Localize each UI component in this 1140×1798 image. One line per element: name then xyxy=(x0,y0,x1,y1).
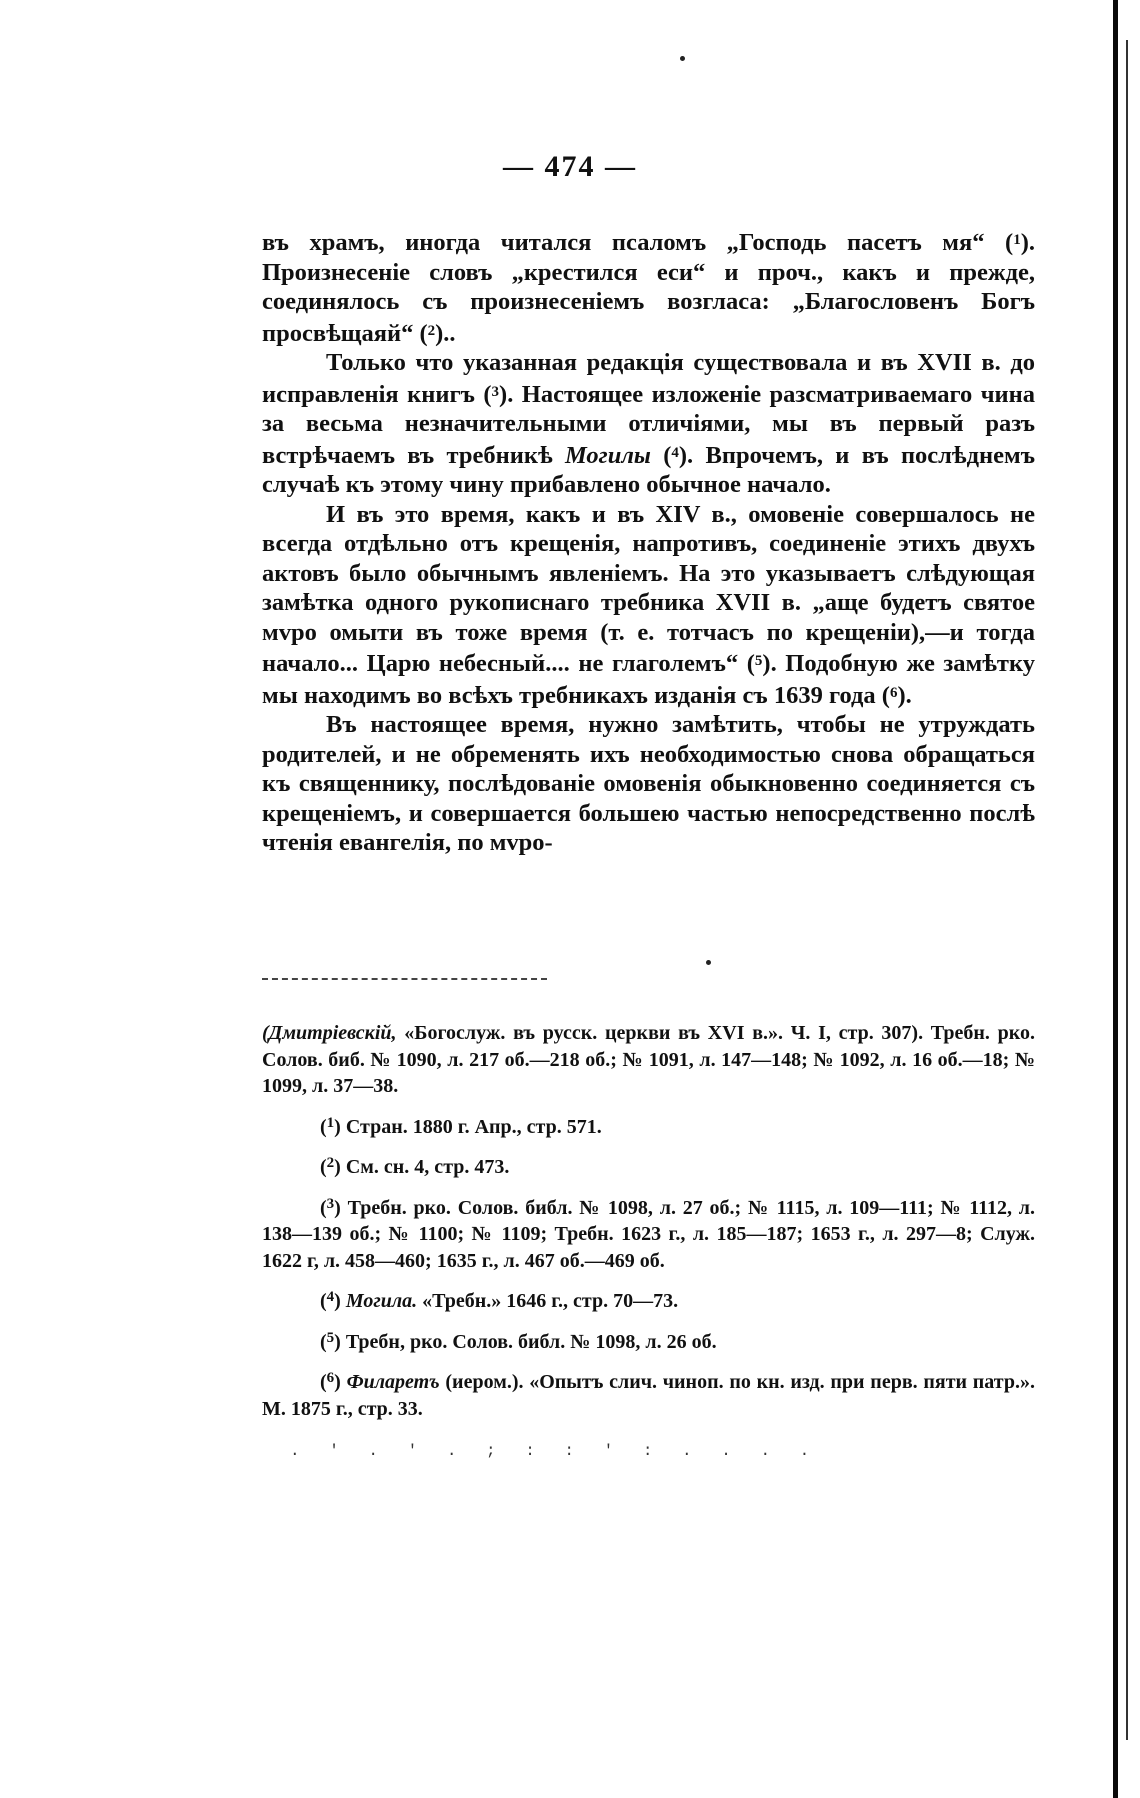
footnote-ref[interactable]: 2 xyxy=(427,322,436,339)
footnote-separator xyxy=(262,978,547,980)
footnote-mark: 3 xyxy=(326,1195,335,1212)
paragraph: И въ это время, какъ и въ XIV в., омовеніе совершалось не всегда отдѣльно отъ крещенія, напротивъ, соединеніе этихъ двухъ актовъ было обычнымъ явленіемъ. На это указываетъ слѣдующая замѣтка одного рукописнаго требника XVII в. „аще будетъ святое мvро омыти въ тоже время (т. е. тотчасъ по крещеніи),—и тогда начало... Царю небесный.... не глаголемъ“ ($^5$). Подобную же замѣтку мы находимъ во всѣхъ требникахъ изданія съ 1639 года ($^6$). xyxy=(262,500,1035,709)
footnote-ref[interactable]: 1 xyxy=(1013,232,1021,248)
speck xyxy=(680,56,685,61)
speck xyxy=(706,960,711,965)
footnote: ($^3$) Требн. рко. Солов. библ. № 1098, л. 27 об.; № 1115, л. 109—111; № 1112, л. 138—139 об.; № 1100; № 1109; Требн. 1623 г., л. 185—187; 1653 г., л. 297—8; Служ. 1622 г, л. 458—460; 1635 г., л. 467 об.—469 об. xyxy=(262,1195,1035,1272)
footnote-mark: 2 xyxy=(326,1155,335,1171)
footnote-mark: 4 xyxy=(326,1289,335,1305)
footnote: ($^6$) Филаретъ (иером.). «Опытъ слич. чиноп. по кн. изд. при перв. пяти патр.». М. 1875 г., стр. 33. xyxy=(262,1370,1035,1420)
paragraph: Только что указанная редакція существовала и въ XVII в. до исправленія книгъ ($^3$). Настоящее изложеніе разсматриваемаго чина за весьма незначительными отличіями, мы въ первый разъ встрѣчаемъ въ требникѣ Могилы ($^4$). Впрочемъ, и въ послѣднемъ случаѣ къ этому чину прибавлено обычное начало. xyxy=(262,349,1036,498)
footnote-ref[interactable]: 6 xyxy=(889,684,898,701)
main-text xyxy=(262,226,1035,858)
footnote: ($^2$) См. сн. 4, стр. 473. xyxy=(320,1155,510,1178)
footnote-mark: 5 xyxy=(326,1329,335,1346)
footnote: ($^5$) Требн, рко. Солов. библ. № 1098, л. 26 об. xyxy=(320,1329,717,1353)
page-number: — 474 — xyxy=(503,150,637,183)
paragraph: Въ настоящее время, нужно замѣтить, чтобы не утруждать родителей, и не обременять ихъ необходимостью снова обращаться къ священнику, послѣдованіе омовенія обыкновенно соединяется съ крещеніемъ, и совершается большею частью непосредственно послѣ чтенія евангелія, по мvро- xyxy=(262,711,1035,856)
footnote-continuation: (Дмитріевскій, «Богослуж. въ русск. церкви въ XVI в.». Ч. I, стр. 307). Требн. рко. Солов. биб. № 1090, л. 217 об.—218 об.; № 1091, л. 147—148; № 1092, л. 16 об.—18; № 1099, л. 37—38. xyxy=(262,1022,1035,1097)
scan-noise: . ' . ' . ; : : ' : . . . . xyxy=(290,1442,820,1460)
footnote-ref[interactable]: 5 xyxy=(754,653,763,669)
italic-name: Могилы xyxy=(564,441,651,469)
page-edge-line-thin xyxy=(1126,40,1128,1740)
footnote-mark: 1 xyxy=(326,1114,335,1131)
footnote: ($^4$) Могила. «Требн.» 1646 г., стр. 70—73. xyxy=(320,1289,679,1312)
footnote: ($^1$) Стран. 1880 г. Апр., стр. 571. xyxy=(320,1114,602,1138)
footnotes xyxy=(262,1020,1035,1432)
footnote-ref[interactable]: 3 xyxy=(491,383,500,400)
footnote-mark: 6 xyxy=(326,1370,335,1386)
page-edge-line xyxy=(1113,0,1118,1798)
paragraph: въ храмъ, иногда читался псаломъ „Господь пасетъ мя“ ($^1$). Произнесеніе словъ „крестился еси“ и проч., какъ и прежде, соединялось съ произнесеніемъ возгласа: „Благословенъ Богъ просвѣщаяй“ ($^2$).. xyxy=(262,229,1035,347)
footnote-ref[interactable]: 4 xyxy=(671,444,679,461)
